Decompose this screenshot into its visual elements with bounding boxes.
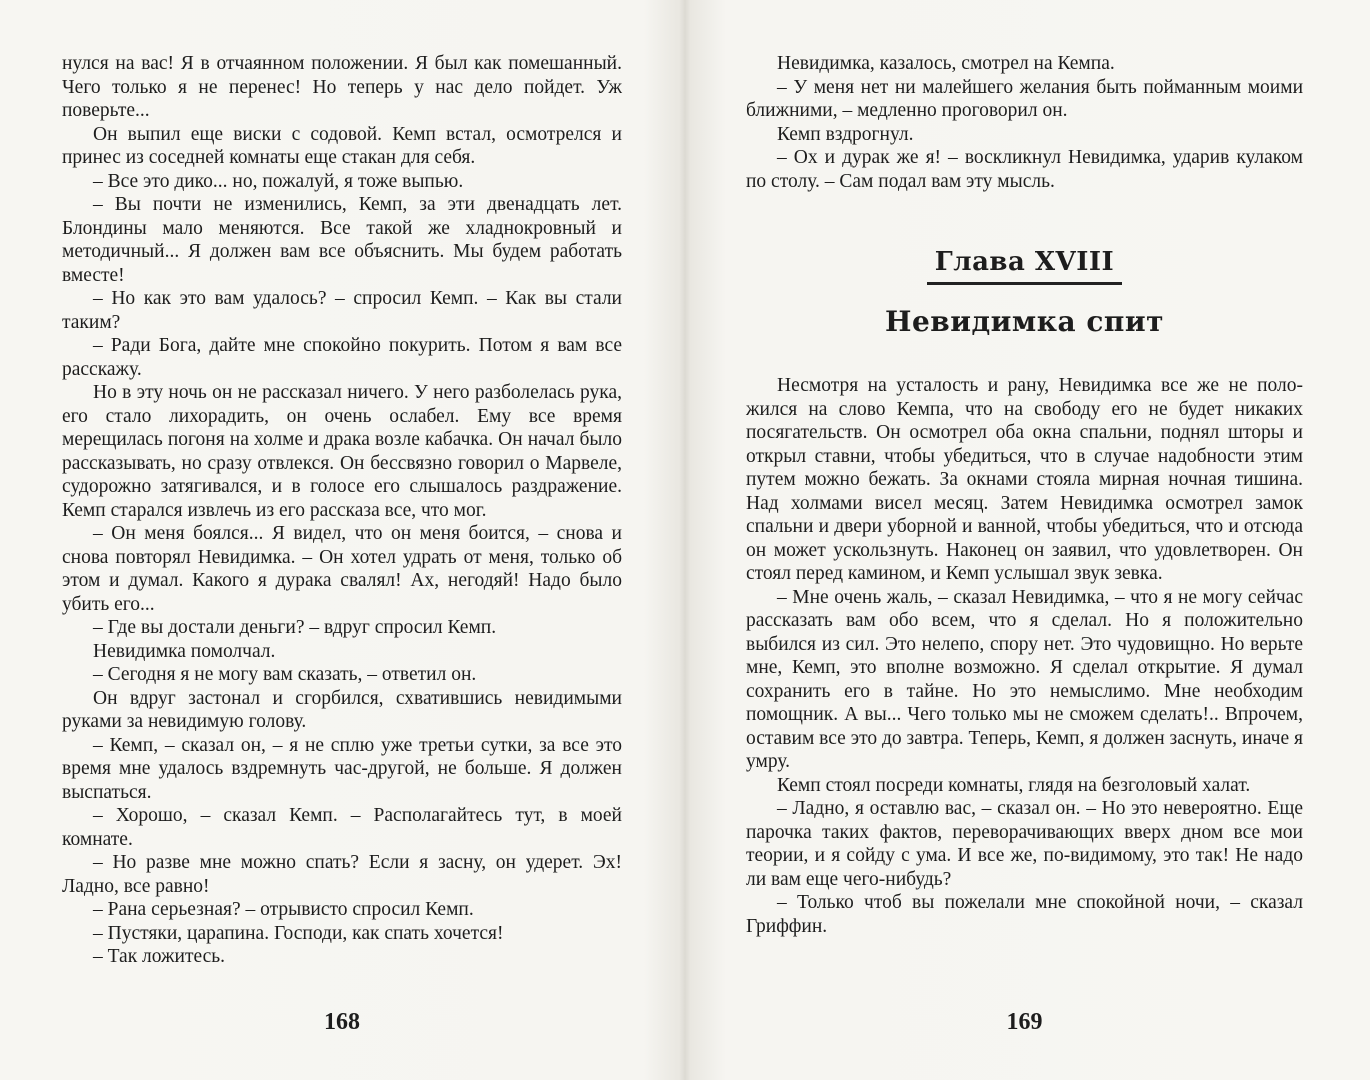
paragraph: – Сегодня я не могу вам сказать, – ответил он.	[93, 664, 477, 685]
paragraph: – Вы почти не изменились, Кемп, за эти двенадцать лет. Блондины мало меняются. Все такой же хладнокровный и методичный... Я должен вам все объяснить. Мы будем работать вместе!	[62, 194, 622, 286]
paragraph: Невидимка помолчал.	[93, 640, 276, 662]
paragraph: – Он меня боялся... Я видел, что он меня боится, – снова и снова повторял Невидимка. – Он хотел удрать от меня, только об этом и думал. Какого я дурака свалял! Ах, негодяй! Надо было убить его...	[62, 523, 622, 615]
paragraph: – Кемп, – сказал он, – я не сплю уже третьи сутки, за все это время мне удалось вздремнуть час-другой, не больше. Я должен выспаться.	[62, 734, 622, 803]
paragraph: Но в эту ночь он не рассказал ничего. У него разболелась рука, его стало лихорадить, он очень ослабел. Ему все время мерещилась погоня на холме и драка возле кабачка. Он начал было рассказывать, но сразу отвлекся. Он бессвязно говорил о Марвеле, судорожно затягивался, и в голосе его слышалось раздражение. Кемп старался извлечь из его рассказа все, что мог.	[62, 382, 622, 521]
chapter-heading	[746, 245, 1303, 338]
right-page-body-text	[746, 374, 1303, 938]
paragraph: – У меня нет ни малейшего желания быть пойманным моими ближними, – медленно проговорил он.	[746, 76, 1303, 121]
paragraph: – Только чтоб вы пожелали мне спокойной ночи, – сказал Гриффин.	[746, 892, 1303, 937]
left-page-text	[62, 0, 622, 969]
paragraph: – Где вы достали деньги? – вдруг спросил Кемп.	[93, 617, 497, 638]
paragraph: Невидимка, казалось, смотрел на Кемпа.	[777, 53, 1115, 74]
chapter-title: Невидимка спит	[884, 305, 1164, 338]
paragraph: Кемп вздрогнул.	[777, 123, 914, 145]
paragraph: Несмотря на усталость и рану, Невидимка все же не положился на слово Кемпа, что на свободу его не будет никаких посягательств. Он осмотрел оба окна спальни, поднял шторы и открыл ставни, чтобы убедиться, что в случае надобности этим путем можно бежать. За окнами стояла мирная ночная тишина. Над холмами висел месяц. Затем Невидимка осмотрел замок спальни и двери уборной и ванной, чтобы убедиться, что и отсюда он может ускользнуть. Наконец он заявил, что удовлетворен. Он стоял перед камином, и Кемп услышал звук зевка.	[746, 375, 1303, 584]
paragraph: Он выпил еще виски с содовой. Кемп встал, осмотрелся и принес из соседней комнаты еще стакан для себя.	[62, 123, 622, 168]
paragraph: – Ладно, я оставлю вас, – сказал он. – Но это невероятно. Еще парочка таких фактов, переворачивающих вверх дном все мои теории, и я сойду с ума. И все же, по-видимому, это так! Не надо ли вам еще чего-нибудь?	[746, 798, 1303, 890]
right-page	[746, 0, 1303, 1080]
paragraph: – Ох и дурак же я! – воскликнул Невидимка, ударив кулаком по столу. – Сам подал вам эту мысль.	[746, 147, 1303, 192]
paragraph: – Ради Бога, дайте мне спокойно покурить. Потом я вам все расскажу.	[62, 335, 622, 380]
paragraph: – Мне очень жаль, – сказал Невидимка, – что я не могу сейчас рассказать вам обо всем, что я сделал. Но я положительно выбился из сил. Это нелепо, спору нет. Это чудовищно. Но верьте мне, Кемп, это вполне возможно. Я сделал открытие. Я думал сохранить его в тайне. Но это немыслимо. Мне необходим помощник. А вы... Чего только мы не сможем сделать!.. Впрочем, оставим все это до завтра. Теперь, Кемп, я должен заснуть, иначе я умру.	[746, 586, 1303, 772]
paragraph: нулся на вас! Я в отчаянном положении. Я был как помешанный. Чего только я не перенес! Но теперь у нас дело пойдет. Уж поверьте...	[62, 53, 622, 121]
paragraph: – Рана серьезная? – отрывисто спросил Кемп.	[93, 899, 474, 920]
right-page-top-text	[746, 0, 1303, 193]
paragraph: Он вдруг застонал и сгорбился, схватившись невидимыми руками за невидимую голову.	[62, 687, 622, 732]
left-page	[62, 0, 622, 1080]
page-number-right: 169	[1006, 1009, 1043, 1035]
paragraph: Кемп стоял посреди комнаты, глядя на безголовый халат.	[777, 774, 1251, 796]
paragraph: – Хорошо, – сказал Кемп. – Располагайтесь тут, в моей комнате.	[62, 805, 622, 850]
page-number-left: 168	[324, 1009, 360, 1035]
paragraph: – Но как это вам удалось? – спросил Кемп. – Как вы стали таким?	[62, 288, 622, 333]
paragraph: – Пустяки, царапина. Господи, как спать хочется!	[93, 922, 504, 944]
paragraph: – Так ложитесь.	[93, 946, 226, 967]
paragraph: – Все это дико... но, пожалуй, я тоже выпью.	[93, 170, 464, 192]
paragraph: – Но разве мне можно спать? Если я засну, он удерет. Эх! Ладно, все равно!	[62, 852, 622, 897]
chapter-label: Глава XVIII	[927, 245, 1122, 285]
